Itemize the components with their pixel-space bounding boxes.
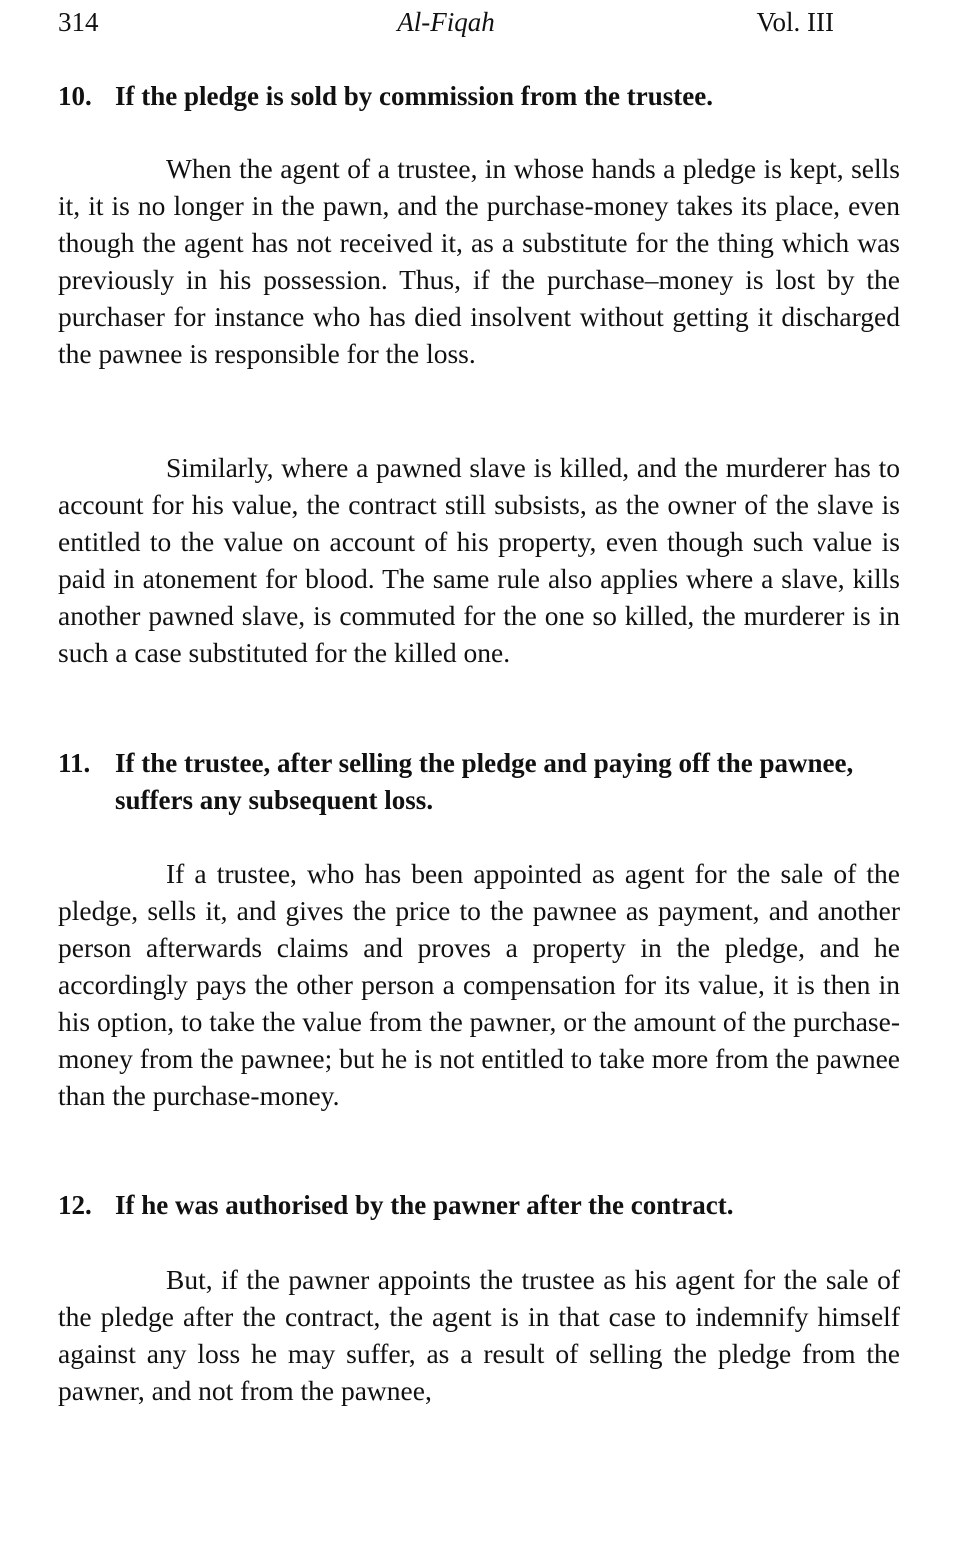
section-number: 11. xyxy=(58,748,91,778)
section-heading-11 xyxy=(58,745,900,819)
page-number: 314 xyxy=(58,7,99,37)
paragraph: When the agent of a trustee, in whose hands a pledge is kept, sells it, it is no longer in the pawn, and the purchase-money takes its place, even though the agent has not received it, as a substitute for the thing which was previously in his possession. Thus, if the purchase–money is lost by the purchaser for instance who has died insolvent without getting it discharged the pawnee is responsible for the loss. xyxy=(58,153,900,369)
running-header xyxy=(58,4,834,40)
section-heading-10 xyxy=(58,78,900,115)
paragraph: Similarly, where a pawned slave is killed, and the murderer has to account for his value, the contract still subsists, as the owner of the slave is entitled to the value on account of his property, even though such value is paid in atonement for blood. The same rule also applies where a slave, kills another pawned slave, is commuted for the one so killed, the murderer is in such a case substituted for the killed one. xyxy=(58,452,900,668)
paragraph: But, if the pawner appoints the trustee as his agent for the sale of the pledge after the contract, the agent is in that case to indemnify himself against any loss he may suffer, as a result of selling the pledge from the pawner, and not from the pawnee, xyxy=(58,1264,900,1406)
section-number: 12. xyxy=(58,1190,92,1220)
section-heading-12 xyxy=(58,1187,900,1224)
book-title: Al-Fiqah xyxy=(397,7,495,37)
section-title: If he was authorised by the pawner after the contract. xyxy=(115,1190,734,1220)
section-number: 10. xyxy=(58,81,92,111)
section-title: If the trustee, after selling the pledge and paying off the pawnee, suffers any subsequent loss. xyxy=(115,748,854,815)
paragraph: If a trustee, who has been appointed as agent for the sale of the pledge, sells it, and gives the price to the pawnee as payment, and another person afterwards claims and proves a property in the pledge, and he accordingly pays the other person a compensation for its value, it is then in his option, to take the value from the pawner, or the amount of the purchase-money from the pawnee; but he is not entitled to take more from the pawnee than the purchase-money. xyxy=(58,858,900,1111)
section-title: If the pledge is sold by commission from the trustee. xyxy=(115,81,713,111)
volume-label: Vol. III xyxy=(756,7,834,37)
